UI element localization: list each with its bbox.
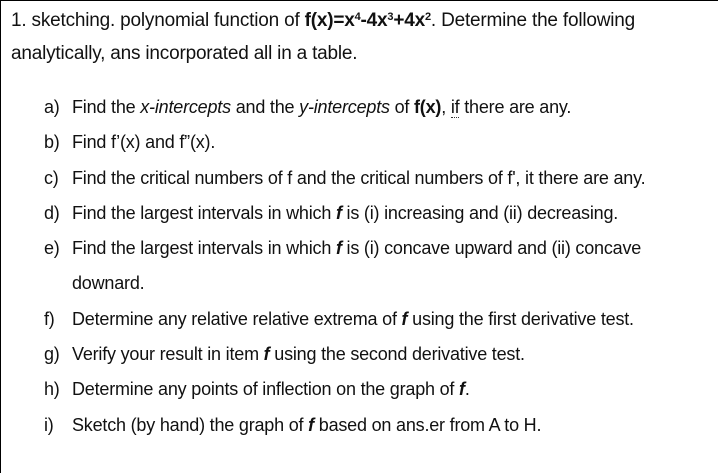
function-symbol: f bbox=[401, 308, 408, 329]
exponent-2: 2 bbox=[424, 11, 431, 23]
function-symbol: f bbox=[335, 238, 342, 259]
task-text-part: Find the largest intervals in which bbox=[72, 202, 336, 223]
task-marker: i) bbox=[44, 414, 54, 435]
task-text-part: Determine any relative relative extrema of bbox=[72, 308, 402, 329]
exponent-4: 4 bbox=[354, 11, 361, 23]
problem-statement bbox=[11, 4, 711, 70]
function-symbol: f bbox=[335, 202, 342, 223]
function-symbol: f bbox=[459, 379, 465, 400]
task-marker: f) bbox=[44, 308, 55, 329]
task-item-c bbox=[44, 161, 714, 196]
task-text-part: based on ans.er from A to H. bbox=[313, 414, 542, 435]
problem-intro-suffix: . Determine the following bbox=[430, 10, 636, 31]
task-text-part: using the first derivative test. bbox=[407, 308, 634, 329]
task-text-part: and the bbox=[230, 97, 300, 117]
task-text bbox=[72, 196, 714, 231]
task-text-part: using the second derivative test. bbox=[269, 344, 525, 365]
task-text-part: is (i) concave upward and (ii) concave bbox=[341, 238, 642, 259]
task-item-i bbox=[44, 408, 714, 443]
task-text-part: Verify your result in item bbox=[72, 344, 264, 365]
x-intercepts-term: x-intercepts bbox=[140, 97, 231, 117]
y-intercepts-term: y-intercepts bbox=[299, 97, 390, 117]
task-marker: g) bbox=[44, 344, 60, 365]
task-item-a bbox=[44, 90, 714, 125]
task-marker: h) bbox=[44, 379, 60, 400]
function-name: f(x) bbox=[414, 97, 442, 117]
task-text bbox=[72, 408, 714, 443]
task-marker: b) bbox=[44, 132, 60, 153]
task-text-part: Find the bbox=[72, 97, 141, 117]
task-item-e bbox=[44, 231, 714, 302]
task-marker: a) bbox=[44, 97, 60, 117]
task-list bbox=[44, 90, 714, 443]
task-text-part: Determine any points of inflection on the graph of bbox=[72, 379, 460, 400]
function-term-3: +4x bbox=[393, 10, 425, 31]
task-item-h bbox=[44, 372, 714, 407]
task-text-part: of bbox=[389, 97, 415, 117]
task-marker: e) bbox=[44, 238, 60, 259]
task-text-part: Sketch (by hand) the graph of bbox=[72, 414, 309, 435]
exponent-3: 3 bbox=[387, 11, 394, 23]
task-text-part: , bbox=[441, 97, 451, 117]
task-item-b bbox=[44, 125, 714, 160]
problem-intro: 1. sketching. polynomial function of bbox=[11, 10, 305, 31]
task-text-part: Find the largest intervals in which bbox=[72, 238, 336, 259]
task-text-part: is (i) increasing and (ii) decreasing. bbox=[341, 202, 619, 223]
task-text bbox=[72, 231, 714, 302]
task-text: Find the critical numbers of f and the critical numbers of f', it there are any. bbox=[72, 167, 646, 188]
task-text: Find f’(x) and f”(x). bbox=[72, 132, 216, 153]
task-text bbox=[72, 90, 714, 125]
function-term-2: -4x bbox=[360, 10, 388, 31]
task-text-part: there are any. bbox=[459, 97, 572, 117]
function-symbol: f bbox=[263, 344, 270, 365]
task-text-part: . bbox=[464, 379, 470, 400]
task-text bbox=[72, 372, 714, 407]
task-text bbox=[72, 337, 714, 372]
function-expression bbox=[305, 10, 431, 31]
task-marker: c) bbox=[44, 167, 59, 188]
task-marker: d) bbox=[44, 202, 60, 223]
underlined-word: if bbox=[450, 97, 460, 117]
function-lhs: f(x)=x bbox=[304, 10, 355, 31]
task-item-d bbox=[44, 196, 714, 231]
task-text bbox=[72, 302, 714, 337]
problem-line-1 bbox=[11, 4, 711, 37]
task-text-continuation: downard. bbox=[72, 273, 145, 294]
task-item-g bbox=[44, 337, 714, 372]
function-symbol: f bbox=[308, 414, 314, 435]
problem-line-2: analytically, ans incorporated all in a table. bbox=[11, 43, 358, 64]
task-item-f bbox=[44, 302, 714, 337]
